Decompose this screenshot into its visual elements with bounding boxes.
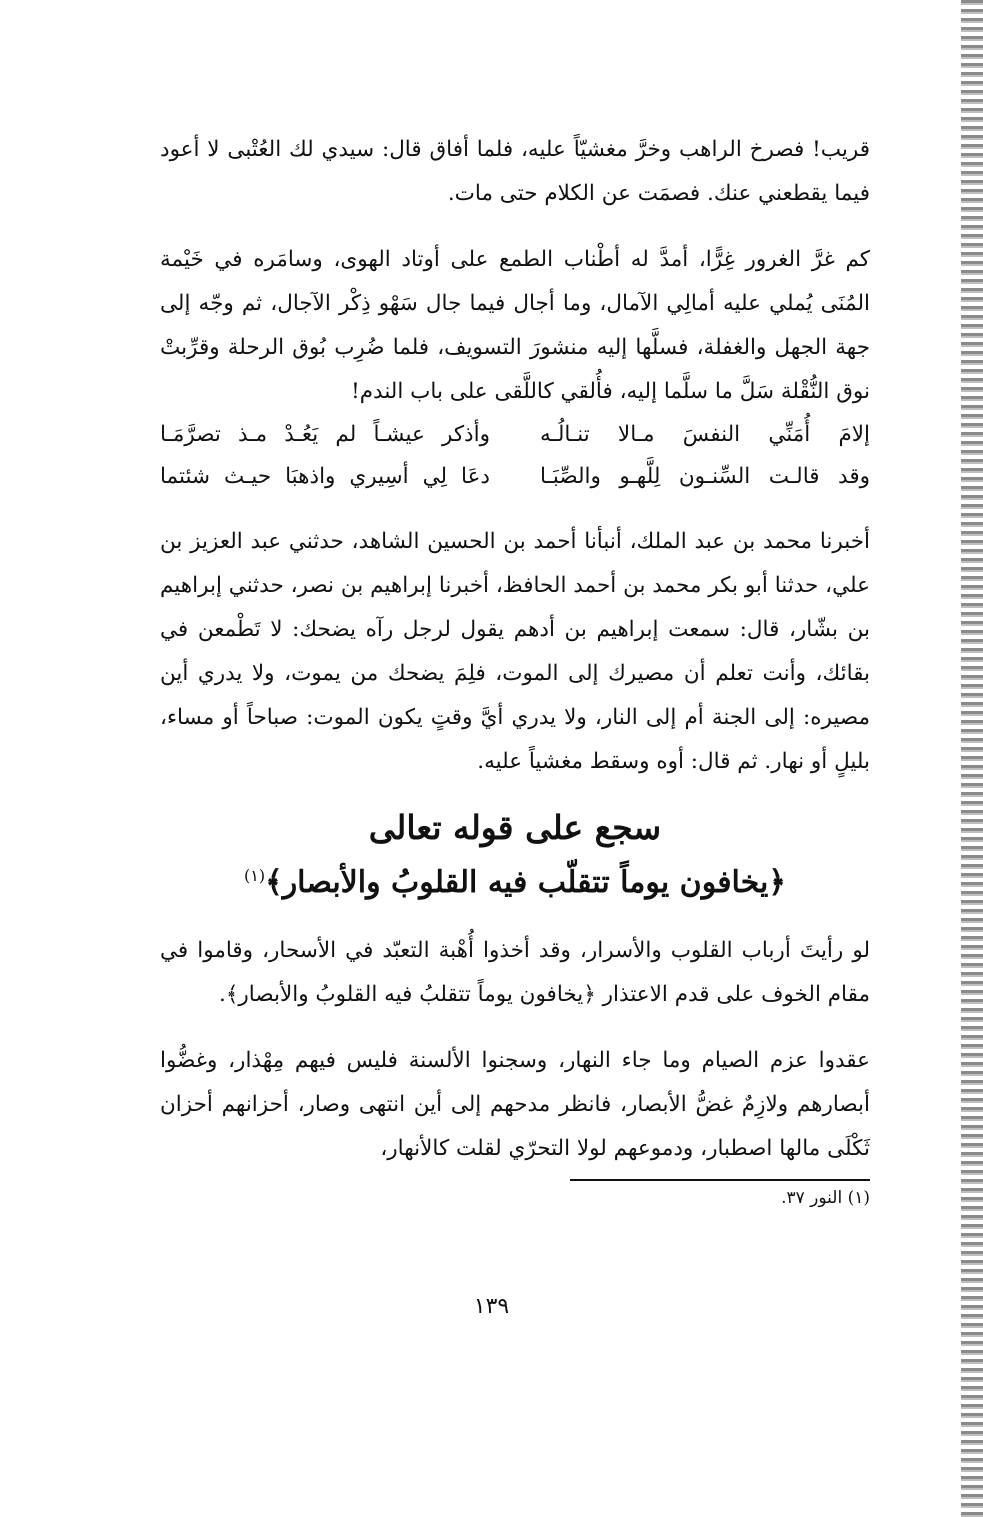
- footnote-divider: [570, 1179, 870, 1181]
- footnote: (١) النور ٣٧.: [781, 1188, 870, 1208]
- book-page: [160, 128, 870, 1211]
- paragraph-5: عقدوا عزم الصيام وما جاء النهار، وسجنوا الألسنة فليس فيهم مِهْذار، وغضُّوا أبصارهم ولازِمٌ غضُّ الأبصار، فانظر مدحهم إلى أين انتهى وصار، أحزانهم أحزان ثَكْلَى مالها اصطبار، ودموعهم لولا التحرّي لقلت كالأنهار،: [160, 1048, 870, 1161]
- paragraph-4: لو رأيتَ أرباب القلوب والأسرار، وقد أخذوا أُهْبة التعبّد في الأسحار، وقاموا في مقام الخوف على قدم الاعتذار ﴿يخافون يوماً تتقلبُ فيه القلوبُ والأبصار﴾.: [160, 938, 870, 1007]
- spacer: [160, 216, 870, 238]
- poem-line-2: [160, 456, 870, 498]
- scanned-page-edge: [961, 0, 983, 1517]
- heading-verse-text: ﴿يخافون يوماً تتقلّب فيه القلوبُ والأبصار﴾: [265, 865, 786, 900]
- paragraph-1: قريب! فصرخ الراهب وخرَّ مغشيّاً عليه، فلما أفاق قال: سيدي لك العُتْبى لا أعود فيما يقطعني عنك. فصمَت عن الكلام حتى مات.: [160, 137, 870, 206]
- poem-line-2-second-hemistich: دعَا لِي أسِيري واذهبَا حيـث شئتما: [160, 464, 490, 489]
- paragraph-2: كم غرَّ الغرور غِرًّا، أمدَّ له أطْناب الطمع على أوتاد الهوى، وسامَره في خَيْمة المُنَى يُملي عليه أمالِي الآمال، وما أجال فيما جال سَهْو ذِكْر الآجال، ثم وجّه إلى جهة الجهل والغفلة، فسلَّها إليه منشورَ التسويف، فلما ضُرِب بُوق الرحلة وقرِّبتْ نوق النُّقْلة سَلَّ ما سلَّما إليه، فأُلقي كاللَّقى على باب الندم!: [160, 247, 870, 404]
- poem-line-1: [160, 414, 870, 456]
- spacer: [160, 498, 870, 520]
- spacer: [160, 907, 870, 929]
- spacer: [160, 1017, 870, 1039]
- poem: [160, 414, 870, 498]
- poem-line-1-second-hemistich: وأذكر عيشـاً لم يَعُـدْ مـذ تصرَّمَـا: [160, 422, 490, 447]
- section-heading: سجع على قوله تعالى: [368, 808, 662, 847]
- poem-line-1-first-hemistich: إلامَ أُمَنِّي النفسَ مـالا تنـالُـه: [540, 422, 870, 447]
- section-heading-verse: [160, 852, 870, 907]
- page-number: ١٣٩: [473, 1294, 510, 1319]
- paragraph-3: أخبرنا محمد بن عبد الملك، أنبأنا أحمد بن الحسين الشاهد، حدثني عبد العزيز بن علي، حدثنا أبو بكر محمد بن أحمد الحافظ، أخبرنا إبراهيم بن نصر، حدثني إبراهيم بن بشّار، قال: سمعت إبراهيم بن أدهم يقول لرجل رآه يضحك: لا تَطْمعن في بقائك، وأنت تعلم أن مصيرك إلى الموت، فلِمَ يضحك من يموت، ولا يدري أين مصيره: إلى الجنة أم إلى النار، ولا يدري أيَّ وقتٍ يكون الموت: صباحاً أو مساء، بليلٍ أو نهار. ثم قال: أوه وسقط مغشياً عليه.: [160, 529, 870, 774]
- poem-line-2-first-hemistich: وقد قالـت السِّنـون لِلَّهـو والصِّبَـا: [540, 464, 870, 489]
- footnote-marker: (١): [244, 866, 266, 885]
